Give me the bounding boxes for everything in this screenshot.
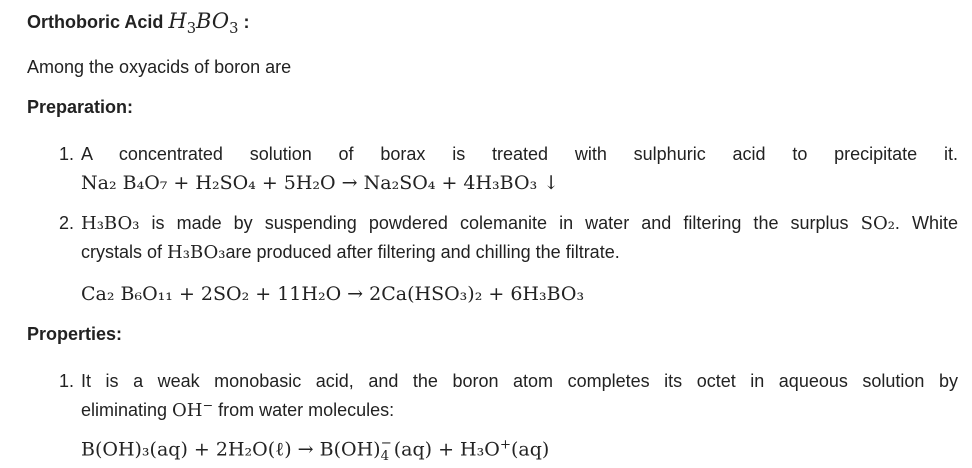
title-text: Orthoboric Acid (27, 12, 164, 32)
list-item-number: 1. (59, 371, 75, 391)
title-formula: $H_3BO_3$ (168, 9, 239, 38)
preparation-heading: Preparation: (27, 97, 134, 117)
list-item-number: 2. (59, 213, 75, 233)
list-item-number: 1. (59, 144, 75, 164)
formula-h3bo3: H₃BO₃ (81, 213, 140, 234)
preparation-item-2-line-2: crystals of H₃BO₃are produced after filtering and chilling the filtrate. (81, 242, 620, 263)
properties-item-1-line-2: eliminating OH− from water molecules: (81, 397, 395, 421)
preparation-equation-2: Ca₂ B₆O₁₁ + 2SO₂ + 11H₂O → 2Ca(HSO₃)₂ + 6H₃BO₃ (81, 283, 585, 305)
preparation-item-1-text: A concentrated solution of borax is treated with sulphuric acid to precipitate it. (81, 144, 958, 164)
preparation-item-2-line-1: H₃BO₃ is made by suspending powdered colemanite in water and filtering the surplus SO₂. White (81, 213, 958, 234)
properties-equation-1: B(OH)₃(aq) + 2H₂O(ℓ) → B(OH) − 4 (aq) + H₃O+(aq) (81, 436, 550, 465)
preparation-equation-1: Na₂ B₄O₇ + H₂SO₄ + 5H₂O → Na₂SO₄ + 4H₃BO₃ ↓ (81, 172, 560, 194)
formula-so2: SO₂ (860, 213, 895, 234)
section-title (27, 9, 250, 38)
formula-oh: OH− (172, 397, 214, 421)
properties-item-1-line-1: It is a weak monobasic acid, and the boron atom completes its octet in aqueous solution by (81, 371, 958, 391)
properties-heading: Properties: (27, 324, 123, 344)
intro-text: Among the oxyacids of boron are (27, 57, 292, 77)
title-colon: : (243, 12, 250, 32)
formula-h3bo3: H₃BO₃ (167, 242, 226, 263)
